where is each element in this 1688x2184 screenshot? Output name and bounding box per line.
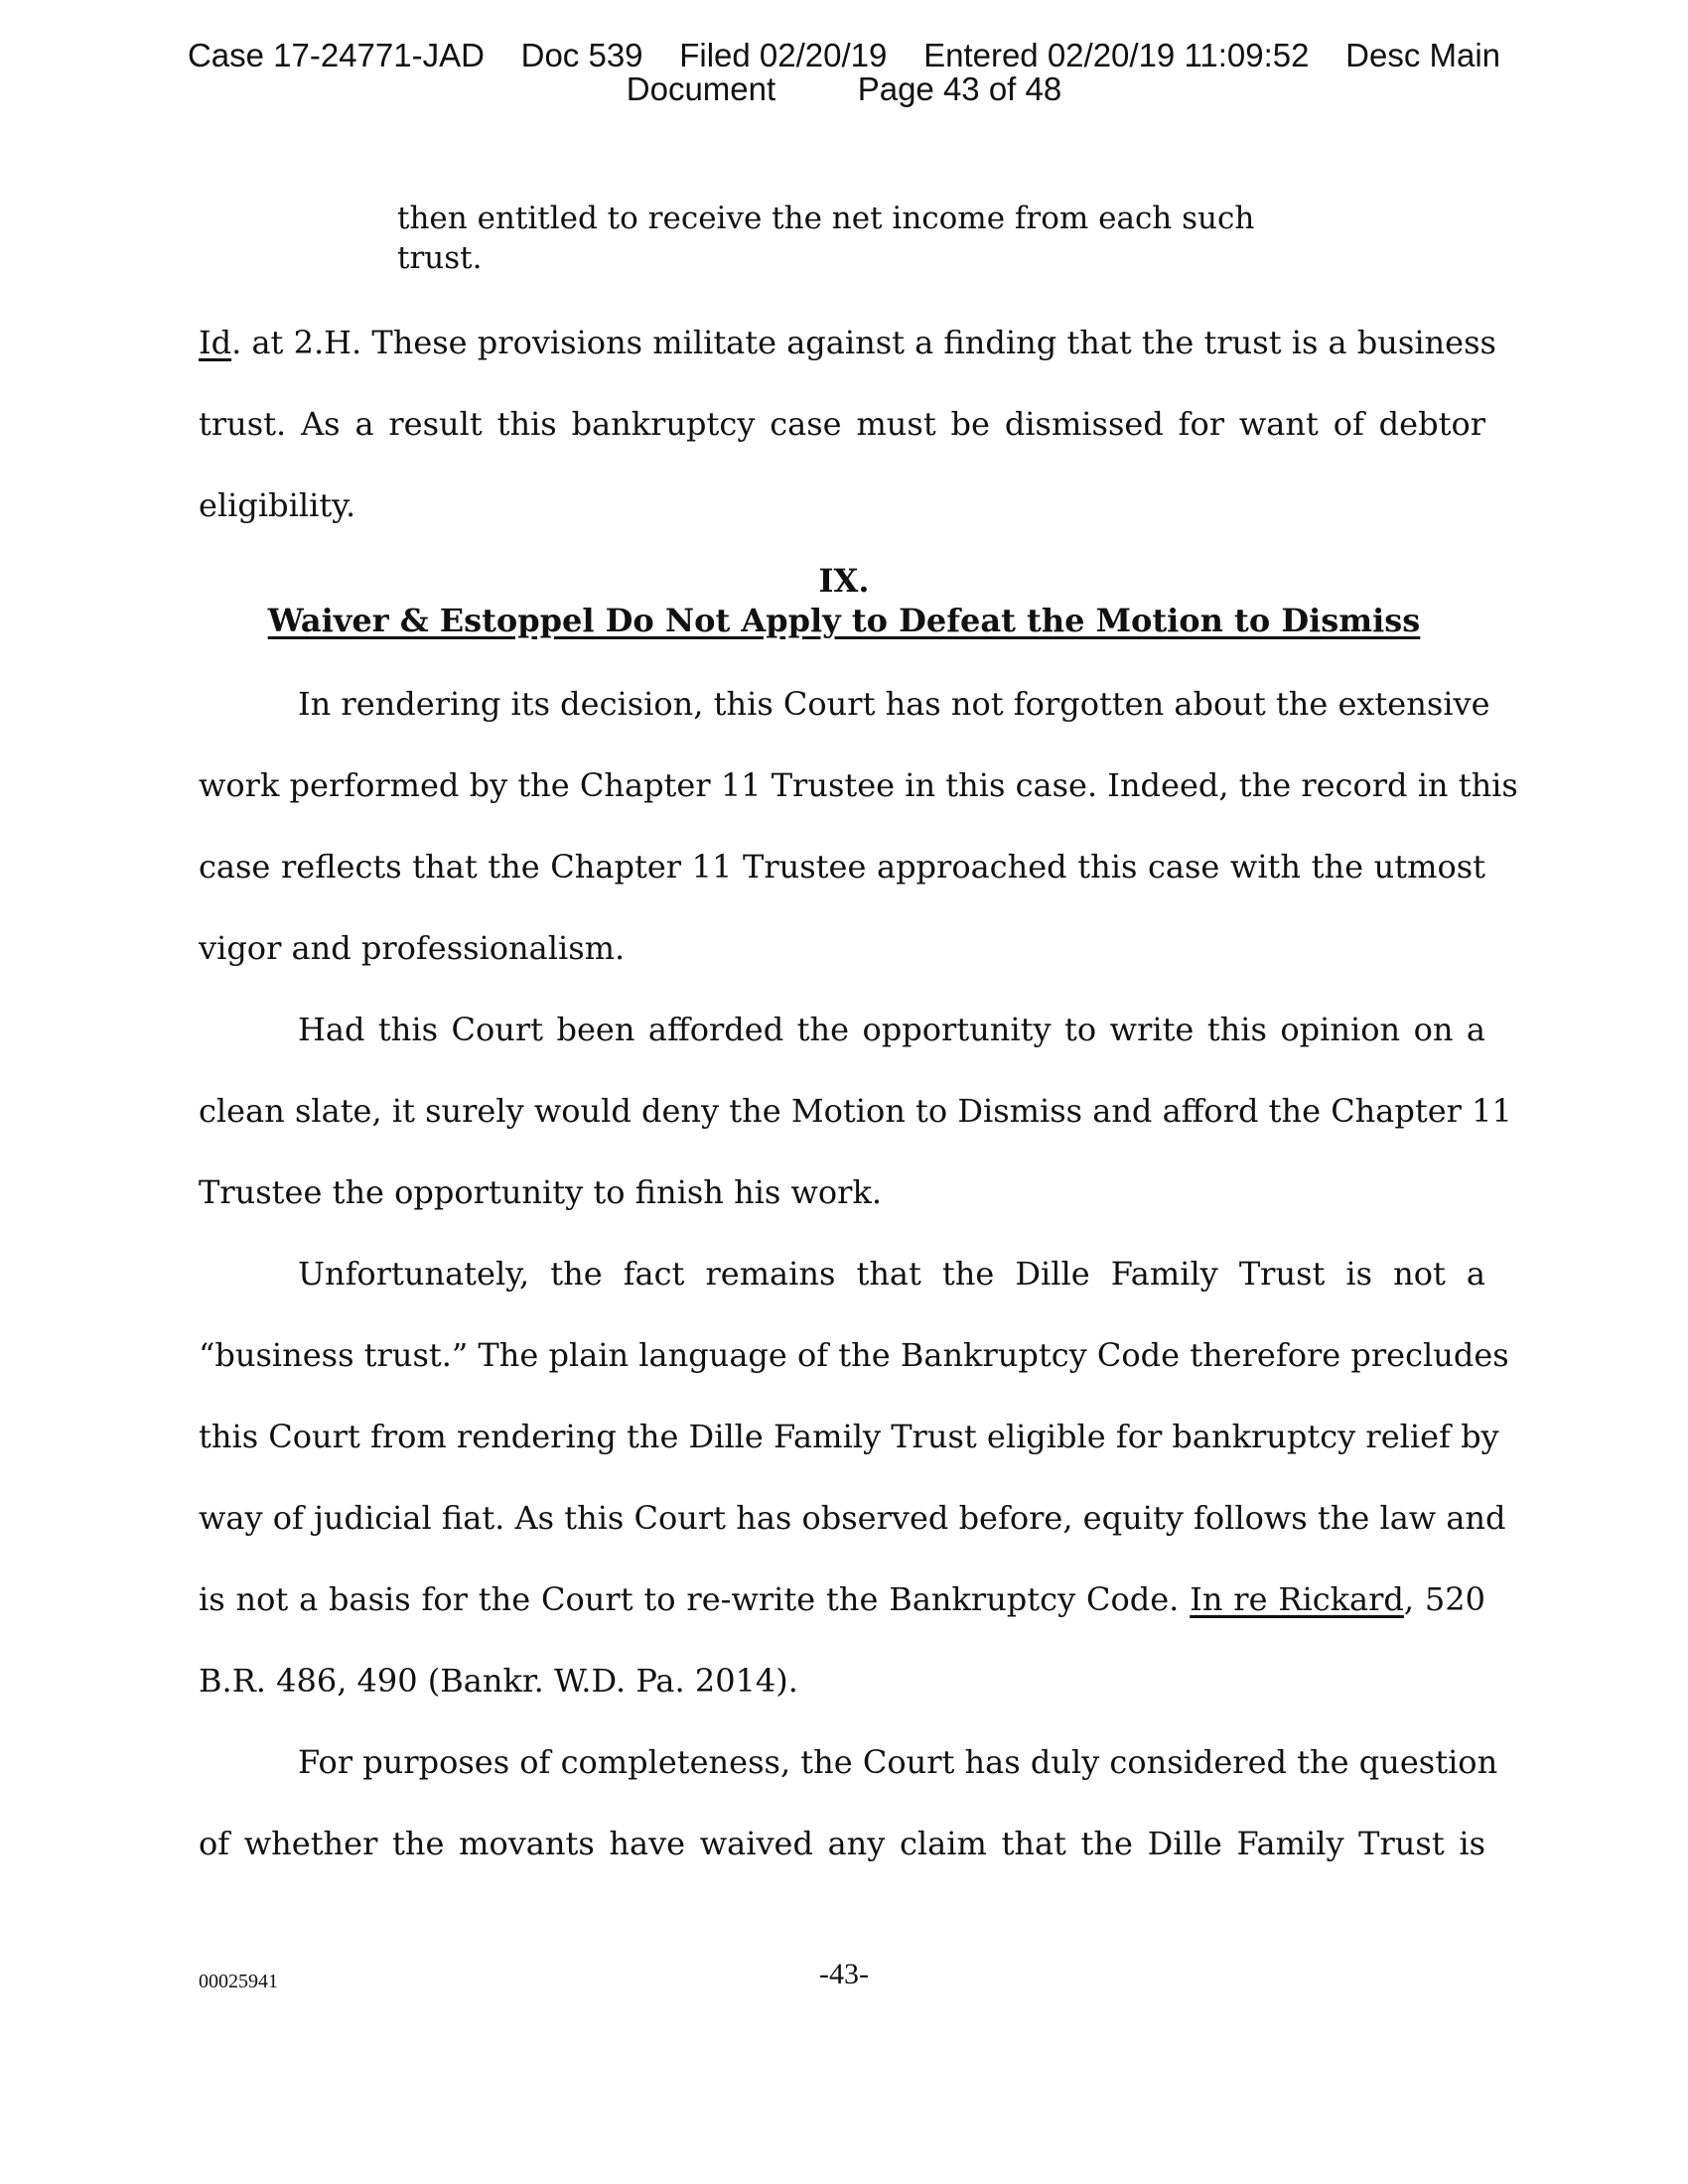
filed-date: Filed 02/20/19 (679, 37, 888, 73)
body-line: trust. As a result this bankruptcy case must be dismissed for want of debtor (199, 405, 1485, 443)
body-line: Unfortunately, the fact remains that the Dille Family Trust is not a (298, 1255, 1485, 1293)
case-number: Case 17-24771-JAD (187, 37, 485, 73)
body-line: way of judicial fiat. As this Court has observed before, equity follows the law and (199, 1499, 1506, 1537)
body-line: “business trust.” The plain language of the Bankruptcy Code therefore precludes (199, 1336, 1509, 1374)
filing-header-line-1 (0, 38, 1688, 73)
body-line: In rendering its decision, this Court has not forgotten about the extensive (298, 685, 1490, 723)
page-number: -43- (819, 1958, 869, 1990)
body-line: of whether the movants have waived any claim that the Dille Family Trust is (199, 1825, 1485, 1862)
body-line: Trustee the opportunity to finish his work. (199, 1173, 883, 1211)
body-line: is not a basis for the Court to re-write the Bankruptcy Code. In re Rickard, 520 (199, 1580, 1486, 1618)
case-citation: In re Rickard (1190, 1580, 1404, 1618)
filing-header-line-2 (0, 71, 1688, 107)
body-line: For purposes of completeness, the Court has duly considered the question (298, 1743, 1498, 1781)
citation-id: Id (199, 324, 232, 361)
body-line: Had this Court been afforded the opportunity to write this opinion on a (298, 1011, 1485, 1048)
quote-line: trust. (397, 240, 483, 276)
document-id: 00025941 (199, 1971, 278, 1992)
body-line: vigor and professionalism. (199, 929, 626, 967)
page-count: Page 43 of 48 (857, 70, 1062, 107)
doc-description: Desc Main (1345, 37, 1501, 73)
body-line: B.R. 486, 490 (Bankr. W.D. Pa. 2014). (199, 1662, 798, 1700)
document-label: Document (626, 70, 776, 107)
section-number: IX. (818, 562, 870, 600)
quote-line: then entitled to receive the net income from each such (397, 201, 1255, 236)
doc-number: Doc 539 (520, 37, 643, 73)
body-line: eligibility. (199, 486, 356, 524)
body-line: case reflects that the Chapter 11 Trustee approached this case with the utmost (199, 848, 1485, 886)
body-line: work performed by the Chapter 11 Trustee in this case. Indeed, the record in this (199, 766, 1518, 804)
block-quote (397, 199, 1254, 278)
body-line: Id. at 2.H. These provisions militate against a finding that the trust is a business (199, 324, 1496, 361)
entered-date: Entered 02/20/19 11:09:52 (923, 37, 1310, 73)
section-title: Waiver & Estoppel Do Not Apply to Defeat the Motion to Dismiss (267, 602, 1421, 639)
body-line: clean slate, it surely would deny the Motion to Dismiss and afford the Chapter 11 (199, 1092, 1512, 1130)
body-line: this Court from rendering the Dille Family Trust eligible for bankruptcy relief by (199, 1418, 1499, 1455)
